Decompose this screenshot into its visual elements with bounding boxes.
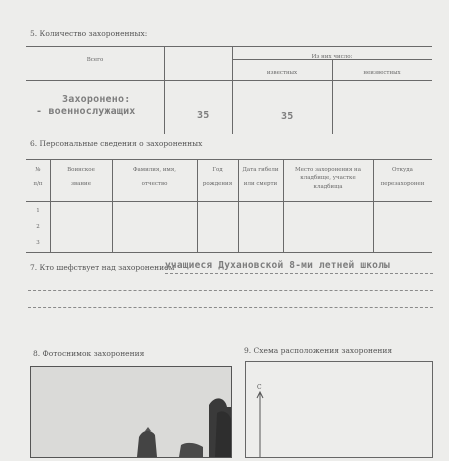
section-7-label: 7. Кто шефствует над захоронением [30,263,175,272]
north-letter: С [257,384,262,391]
table5-top-border [26,46,432,47]
section-5-title: 5. Количество захороненных: [30,29,148,38]
typed-buried-label: Захоронено: [62,94,131,105]
row-number: 1 [36,208,40,214]
patron-typed-value: учащиеся Духановской 8-ми летней школы [165,260,390,271]
table5-divider [164,46,165,134]
col-reburied-from-header: Откуда перезахоронен [380,167,425,188]
section-9-title: 9. Схема расположения захоронения [244,346,393,355]
patron-extra-line [28,290,433,291]
row-number: 2 [36,224,40,230]
table6-top-border [26,159,432,160]
section-6-title: 6. Персональные сведения о захороненных [30,139,203,148]
total-count-value: 35 [197,110,210,121]
col-burial-place-header: Место захоронения на кладбище, участке кладбища [294,167,361,190]
unknown-header: неизвестных [363,70,401,76]
patron-extra-line [28,307,433,308]
col-number-header: № п/п [33,167,43,188]
of-which-header: Из них число: [311,54,353,60]
burial-photo [30,366,232,458]
north-arrow-icon [246,362,432,457]
patron-underline [165,273,433,274]
known-count-value: 35 [281,111,294,122]
section-8-title: 8. Фотоснимок захоронения [33,349,145,358]
col-death-date-header: Дата гибели или смерти [242,167,279,188]
col-name-header: Фамилия, имя, отчество [132,167,177,188]
col-rank-header: Воинское звание [67,167,95,188]
table6-header-bottom [26,201,432,202]
typed-servicemen-label: - военнослужащих [36,106,136,117]
table6-bottom-border [26,252,432,253]
photo-image [31,367,231,457]
col-birth-year-header: Год рождения [202,167,233,188]
total-header: Всего [86,57,104,63]
location-scheme-box [245,361,433,458]
table5-header-bottom [26,80,432,81]
known-header: известных [266,70,298,76]
row-number: 3 [36,240,40,246]
